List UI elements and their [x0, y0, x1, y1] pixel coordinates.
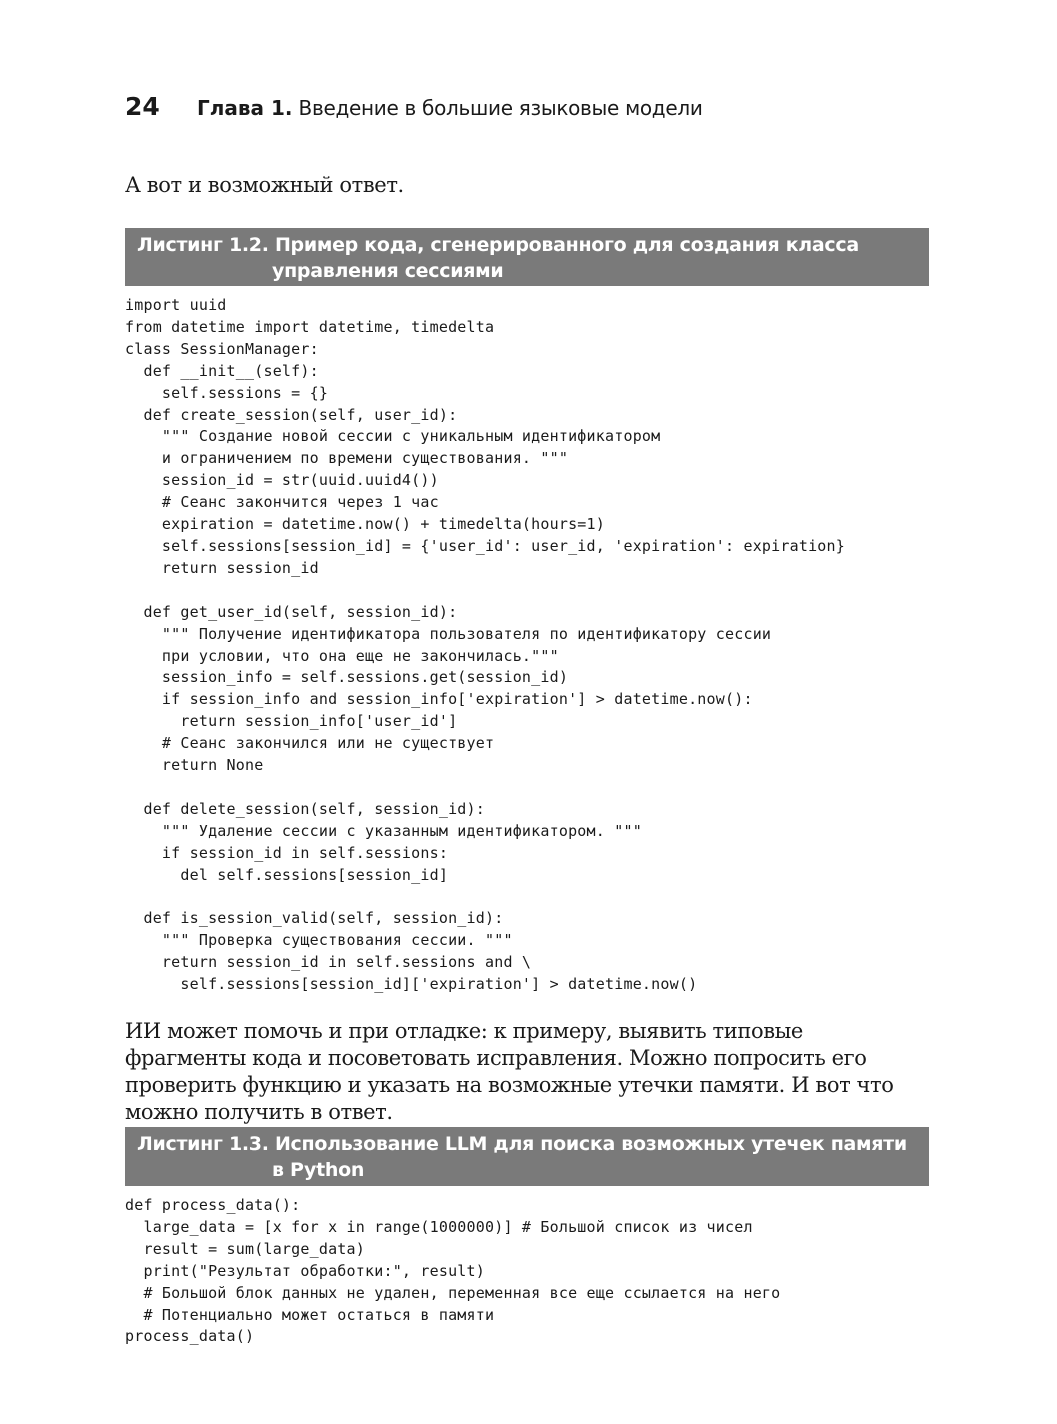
listing-1-3-title	[125, 1127, 929, 1186]
intro-paragraph: А вот и возможный ответ.	[125, 173, 404, 197]
listing-title-line-1: Листинг 1.3. Использование LLM для поиска возможных утечек памяти	[137, 1133, 907, 1155]
listing-title-line-2: в Python	[272, 1159, 365, 1181]
debugging-paragraph: ИИ может помочь и при отладке: к примеру, выявить типовые фрагменты кода и посоветовать исправления. Можно попросить его проверить функцию и указать на возможные утечки памяти. И вот что можно получить в ответ.	[125, 1019, 894, 1124]
running-head	[125, 92, 703, 126]
listing-1-2-code: import uuid from datetime import datetime, timedelta class SessionManager: def __init__(self): self.sessions = {} def create_session(self, user_id): """ Создание новой сессии с уникальным идентификатором и ограничением по времени существования. """ session_id = str(uuid.uuid4()) # Сеанс закончится через 1 час expiration = datetime.now() + timedelta(hours=1) self.sessions[session_id] = {'user_id': user_id, 'expiration': expiration} return session_id def get_user_id(self, session_id): """ Получение идентификатора пользователя по идентификатору сессии при условии, что она еще не закончилась.""" session_info = self.sessions.get(session_id) if session_info and session_info['expiration'] > datetime.now(): return session_info['user_id'] # Сеанс закончился или не существует return None def delete_session(self, session_id): """ Удаление сессии с указанным идентификатором. """ if session_id in self.sessions: del self.sessions[session_id] def is_session_valid(self, session_id): """ Проверка существования сессии. """ return session_id in self.sessions and \ self.sessions[session_id]['expiration'] > datetime.now()	[125, 296, 845, 994]
listing-title-line-1: Листинг 1.2. Пример кода, сгенерированного для создания класса	[137, 234, 859, 256]
chapter-label: Глава 1.	[197, 96, 293, 120]
chapter-title: Введение в большие языковые модели	[298, 96, 703, 120]
listing-1-3-code: def process_data(): large_data = [x for x in range(1000000)] # Большой список из чисел result = sum(large_data) print("Результат обработки:", result) # Большой блок данных не удален, переменная все еще ссылается на него # Потенциально может остаться в памяти process_data()	[125, 1196, 781, 1346]
listing-1-2-title	[125, 228, 929, 286]
listing-title-line-2: управления сессиями	[272, 260, 504, 282]
page-number: 24	[125, 92, 160, 121]
